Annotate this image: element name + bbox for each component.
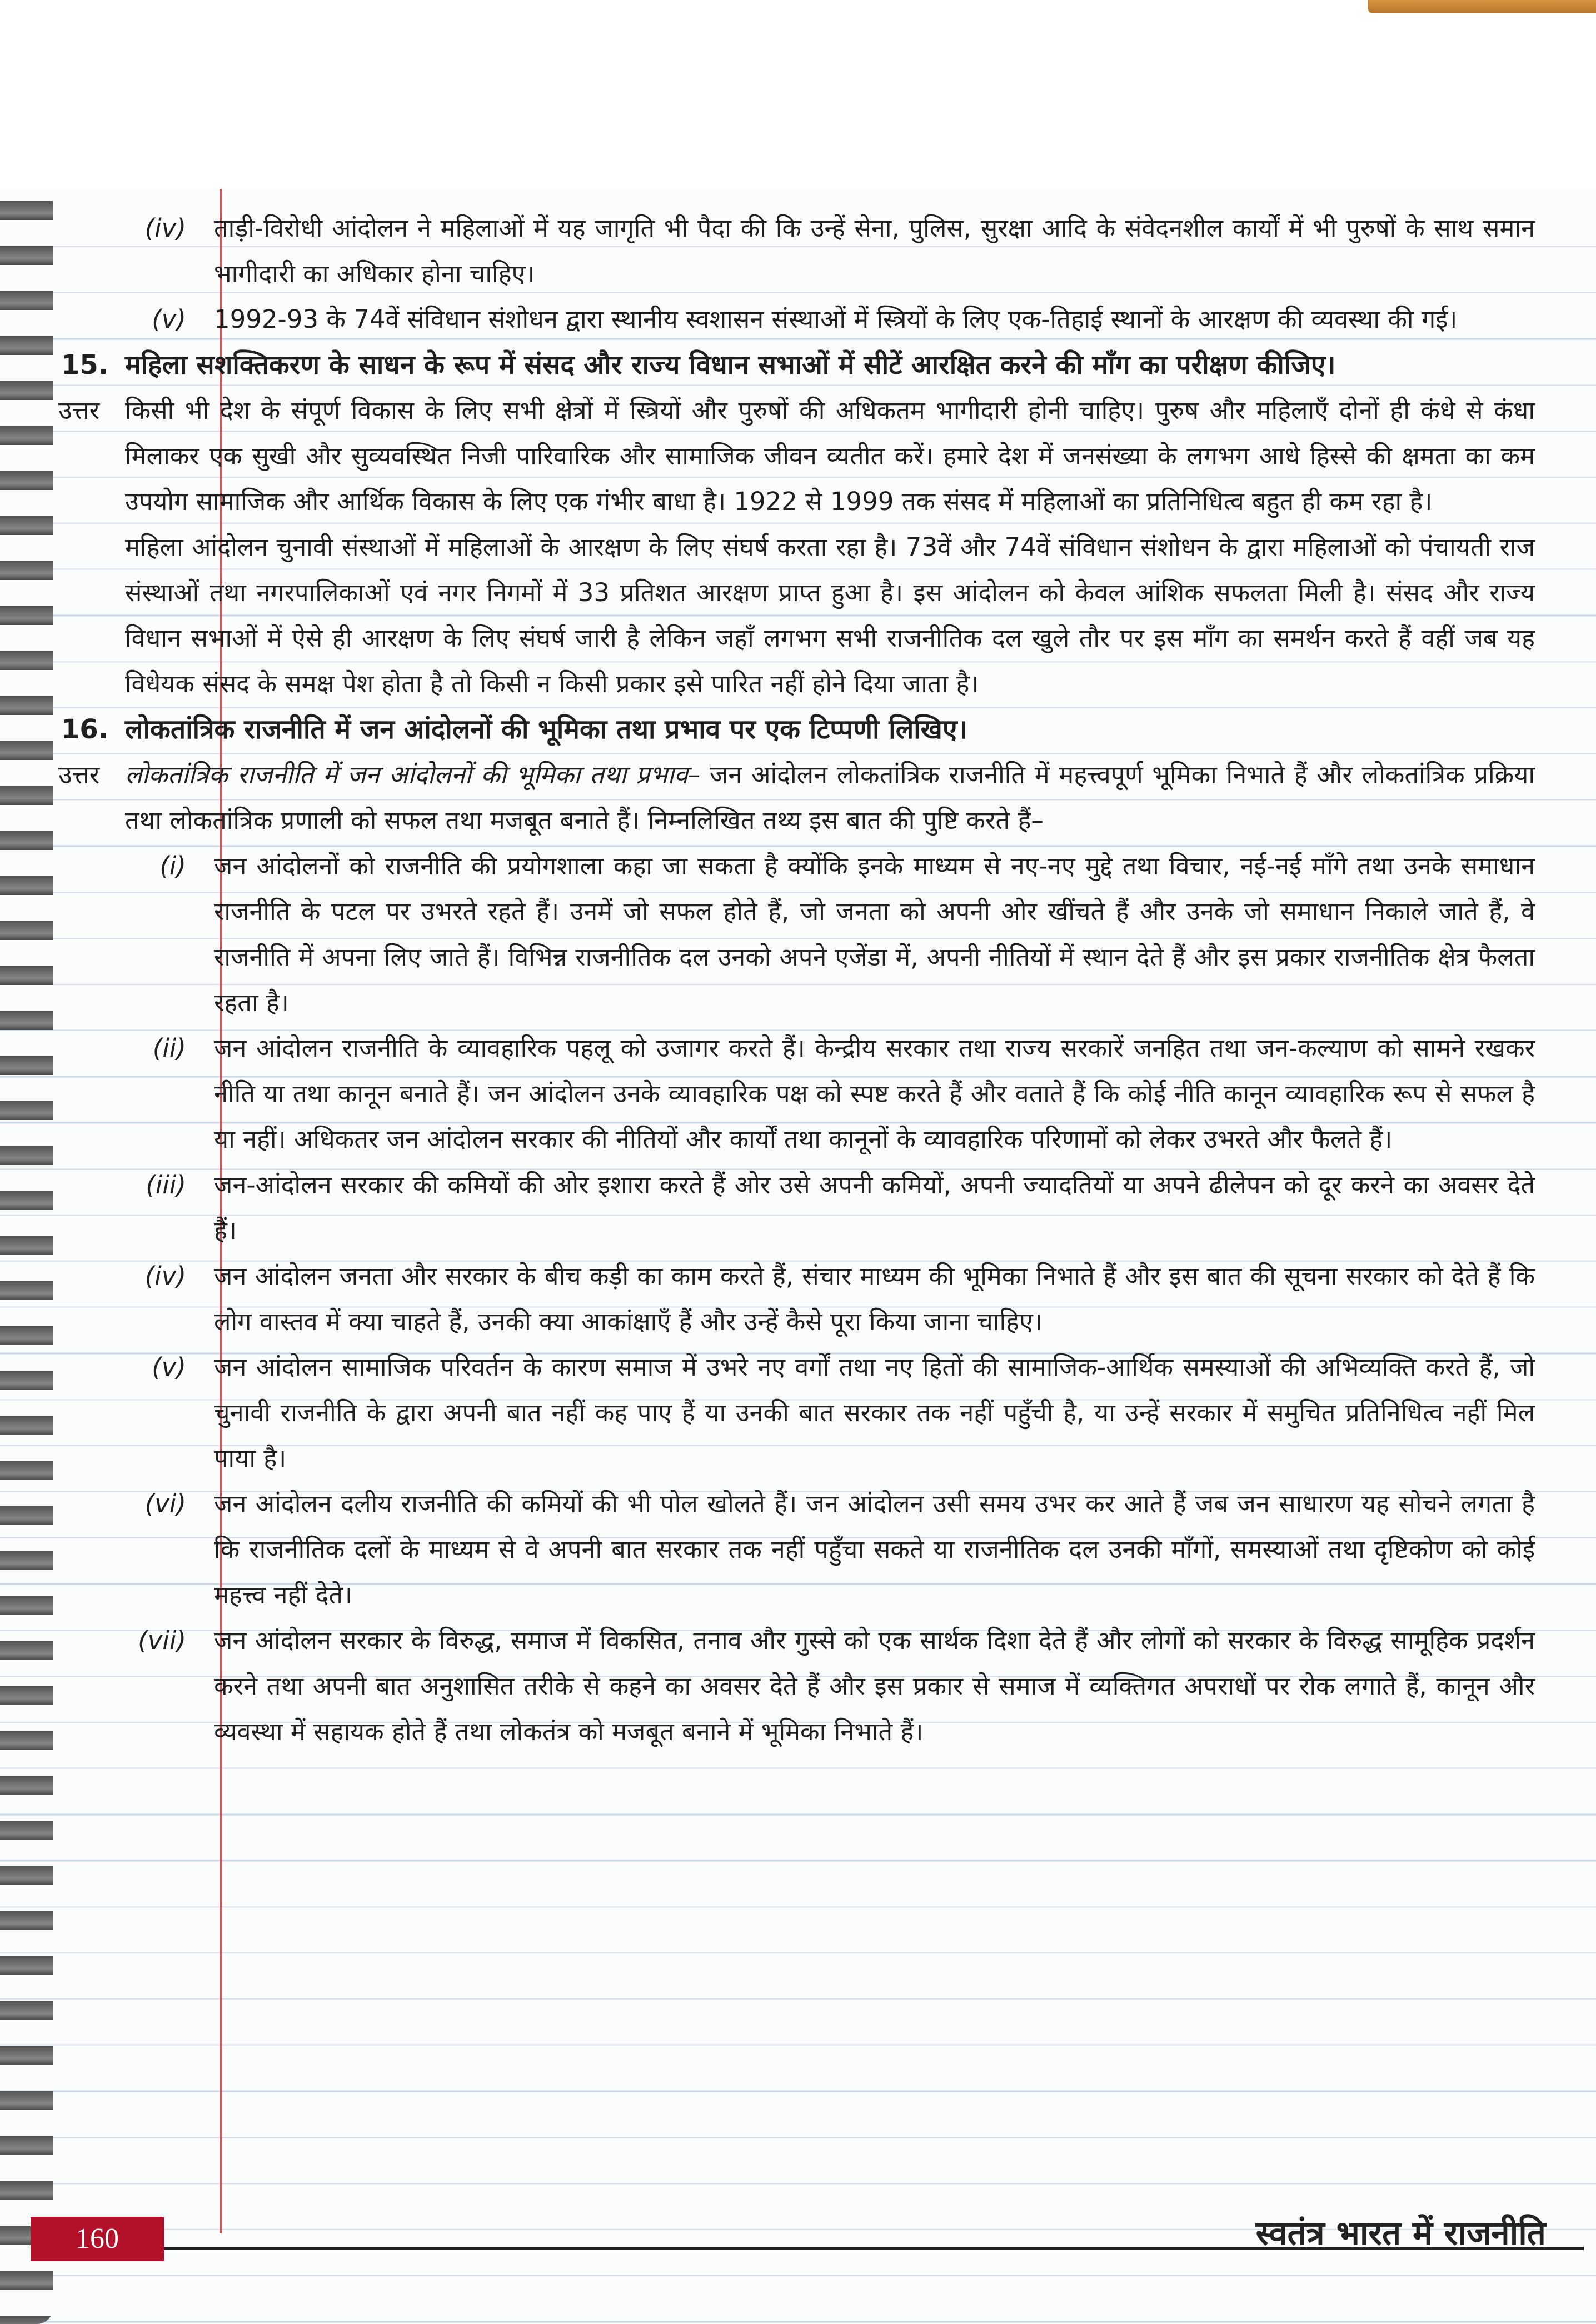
item-text: ताड़ी-विरोधी आंदोलन ने महिलाओं में यह जागृति भी पैदा की कि उन्हें सेना, पुलिस, सुरक्षा आदि के संवेदनशील कार्यों में भी पुरुषों के साथ समान भागीदारी का अधिकार होना चाहिए।	[214, 213, 1535, 288]
item-number: (iii)	[146, 1170, 186, 1200]
question-number: 16.	[61, 714, 109, 745]
item-number: (vii)	[138, 1626, 186, 1655]
list-item	[0, 1618, 1596, 1755]
question-16	[0, 707, 1596, 752]
question-number: 15.	[61, 349, 109, 381]
answer-15-continued	[0, 524, 1596, 707]
list-item	[0, 1481, 1596, 1618]
answer-text: किसी भी देश के संपूर्ण विकास के लिए सभी क्षेत्रों में स्त्रियों और पुरुषों की अधिकतम भागीदारी होनी चाहिए। पुरुष और महिलाएँ दोनों ही कंधे से कंधा मिलाकर एक सुखी और सुव्यवस्थित निजी पारिवारिक और सामाजिक जीवन व्यतीत करें। हमारे देश में जनसंख्या के लगभग आधे हिस्से की क्षमता का कम उपयोग सामाजिक और आर्थिक विकास के लिए एक गंभीर बाधा है। 1922 से 1999 तक संसद में महिलाओं का प्रतिनिधित्व बहुत ही कम रहा है।	[125, 396, 1535, 516]
item-text: जन आंदोलन दलीय राजनीति की कमियों की भी पोल खोलते हैं। जन आंदोलन उसी समय उभर कर आते हैं जब जन साधारण यह सोचने लगता है कि राजनीतिक दलों के माध्यम से वे अपनी बात सरकार तक नहीं पहुँचा सकते या राजनीतिक दल उनकी माँगों, समस्याओं तथा दृष्टिकोण को कोई महत्त्व नहीं देते।	[214, 1489, 1535, 1610]
paragraph-text: महिला आंदोलन चुनावी संस्थाओं में महिलाओं के आरक्षण के लिए संघर्ष करता रहा है। 73वें और 74वें संविधान संशोधन के द्वारा महिलाओं को पंचायती राज संस्थाओं तथा नगरपालिकाओं एवं नगर निगमों में 33 प्रतिशत आरक्षण प्राप्त हुआ है। इस आंदोलन को केवल आंशिक सफलता मिली है। संसद और राज्य विधान सभाओं में ऐसे ही आरक्षण के लिए संघर्ष जारी है लेकिन जहाँ लगभग सभी राजनीतिक दल खुले तौर पर इस माँग का समर्थन करते हैं वहीं जब यह विधेयक संसद के समक्ष पेश होता है तो किसी न किसी प्रकार इसे पारित नहीं होने दिया जाता है।	[125, 532, 1535, 698]
answer-title: लोकतांत्रिक राजनीति में जन आंदोलनों की भूमिका तथा प्रभाव–	[125, 760, 701, 789]
item-number: (ii)	[152, 1033, 186, 1063]
item-text: जन-आंदोलन सरकार की कमियों की ओर इशारा करते हैं ओर उसे अपनी कमियों, अपनी ज्यादतियों या अपने ढीलेपन को दूर करने का अवसर देते हैं।	[214, 1170, 1535, 1245]
list-item	[0, 843, 1596, 1026]
item-number: (v)	[152, 304, 186, 334]
list-item	[0, 206, 1596, 297]
question-text: लोकतांत्रिक राजनीति में जन आंदोलनों की भूमिका तथा प्रभाव पर एक टिप्पणी लिखिए।	[125, 714, 967, 745]
answer-text: जन आंदोलन लोकतांत्रिक राजनीति में महत्त्वपूर्ण भूमिका निभाते हैं और लोकतांत्रिक प्रक्रिया तथा लोकतांत्रिक प्रणाली को सफल तथा मजबूत बनाते हैं। निम्नलिखित तथ्य इस बात की पुष्टि करते हैं–	[125, 760, 1535, 835]
list-item	[0, 1345, 1596, 1481]
list-item	[0, 1162, 1596, 1253]
item-number: (iv)	[144, 213, 186, 243]
item-text: जन आंदोलन जनता और सरकार के बीच कड़ी का काम करते हैं, संचार माध्यम की भूमिका निभाते हैं और इस बात की सूचना सरकार को देते हैं कि लोग वास्तव में क्या चाहते हैं, उनकी क्या आकांक्षाएँ हैं और उन्हें कैसे पूरा किया जाना चाहिए।	[214, 1261, 1535, 1336]
answer-label: उत्तर	[58, 760, 100, 789]
item-number: (iv)	[144, 1261, 186, 1291]
item-number: (i)	[159, 851, 186, 881]
answer-15	[0, 388, 1596, 524]
list-item	[0, 1026, 1596, 1162]
item-number: (v)	[152, 1352, 186, 1382]
answer-16	[0, 752, 1596, 843]
list-item	[0, 1253, 1596, 1345]
item-text: जन आंदोलन सरकार के विरुद्ध, समाज में विकसित, तनाव और गुस्से को एक सार्थक दिशा देते हैं और लोगों को सरकार के विरुद्ध सामूहिक प्रदर्शन करने तथा अपनी बात अनुशासित तरीके से कहने का अवसर देते हैं और इस प्रकार से समाज में व्यक्तिगत अपराधों पर रोक लगाते हैं, कानून और व्यवस्था में सहायक होते हैं तथा लोकतंत्र को मजबूत बनाने में भूमिका निभाते हैं।	[214, 1626, 1535, 1746]
binding-tape	[1368, 0, 1596, 13]
question-15	[0, 342, 1596, 388]
item-text: जन आंदोलन सामाजिक परिवर्तन के कारण समाज में उभरे नए वर्गों तथा नए हितों की सामाजिक-आर्थिक समस्याओं की अभिव्यक्ति करते हैं, जो चुनावी राजनीति के द्वारा अपनी बात नहीं कह पाए हैं या उनकी बात सरकार तक नहीं पहुँची है, या उन्हें सरकार में समुचित प्रतिनिधित्व नहीं मिल पाया है।	[214, 1352, 1535, 1473]
question-text: महिला सशक्तिकरण के साधन के रूप में संसद और राज्य विधान सभाओं में सीटें आरक्षित करने की माँग का परीक्षण कीजिए।	[125, 349, 1336, 381]
page-number: 160	[31, 2217, 164, 2261]
book-title: स्वतंत्र भारत में राजनीति	[1255, 2214, 1546, 2253]
list-item	[0, 297, 1596, 342]
item-text: जन आंदोलन राजनीति के व्यावहारिक पहलू को उजागर करते हैं। केन्द्रीय सरकार तथा राज्य सरकारें जनहित तथा जन-कल्याण को सामने रखकर नीति या तथा कानून बनाते हैं। जन आंदोलन उनके व्यावहारिक पक्ष को स्पष्ट करते हैं और वताते हैं कि कोई नीति कानून व्यावहारिक रूप से सफल है या नहीं। अधिकतर जन आंदोलन सरकार की नीतियों और कार्यों तथा कानूनों के व्यावहारिक परिणामों को लेकर उभरते और फैलते हैं।	[214, 1033, 1535, 1154]
item-number: (vi)	[144, 1489, 186, 1518]
answer-label: उत्तर	[58, 396, 100, 425]
item-text: जन आंदोलनों को राजनीति की प्रयोगशाला कहा जा सकता है क्योंकि इनके माध्यम से नए-नए मुद्दे तथा विचार, नई-नई माँगे तथा उनके समाधान राजनीति के पटल पर उभरते रहते हैं। उनमें जो सफल होते हैं, जो जनता को अपनी ओर खींचते हैं और उनके जो समाधान निकाले जाते हैं, वे राजनीति में अपना लिए जाते हैं। विभिन्न राजनीतिक दल उनको अपने एजेंडा में, अपनी नीतियों में स्थान देते हैं और इस प्रकार राजनीतिक क्षेत्र फैलता रहता है।	[214, 851, 1535, 1017]
item-text: 1992-93 के 74वें संविधान संशोधन द्वारा स्थानीय स्वशासन संस्थाओं में स्त्रियों के लिए एक-तिहाई स्थानों के आरक्षण की व्यवस्था की गई।	[214, 304, 1458, 334]
page-content	[0, 206, 1596, 1755]
